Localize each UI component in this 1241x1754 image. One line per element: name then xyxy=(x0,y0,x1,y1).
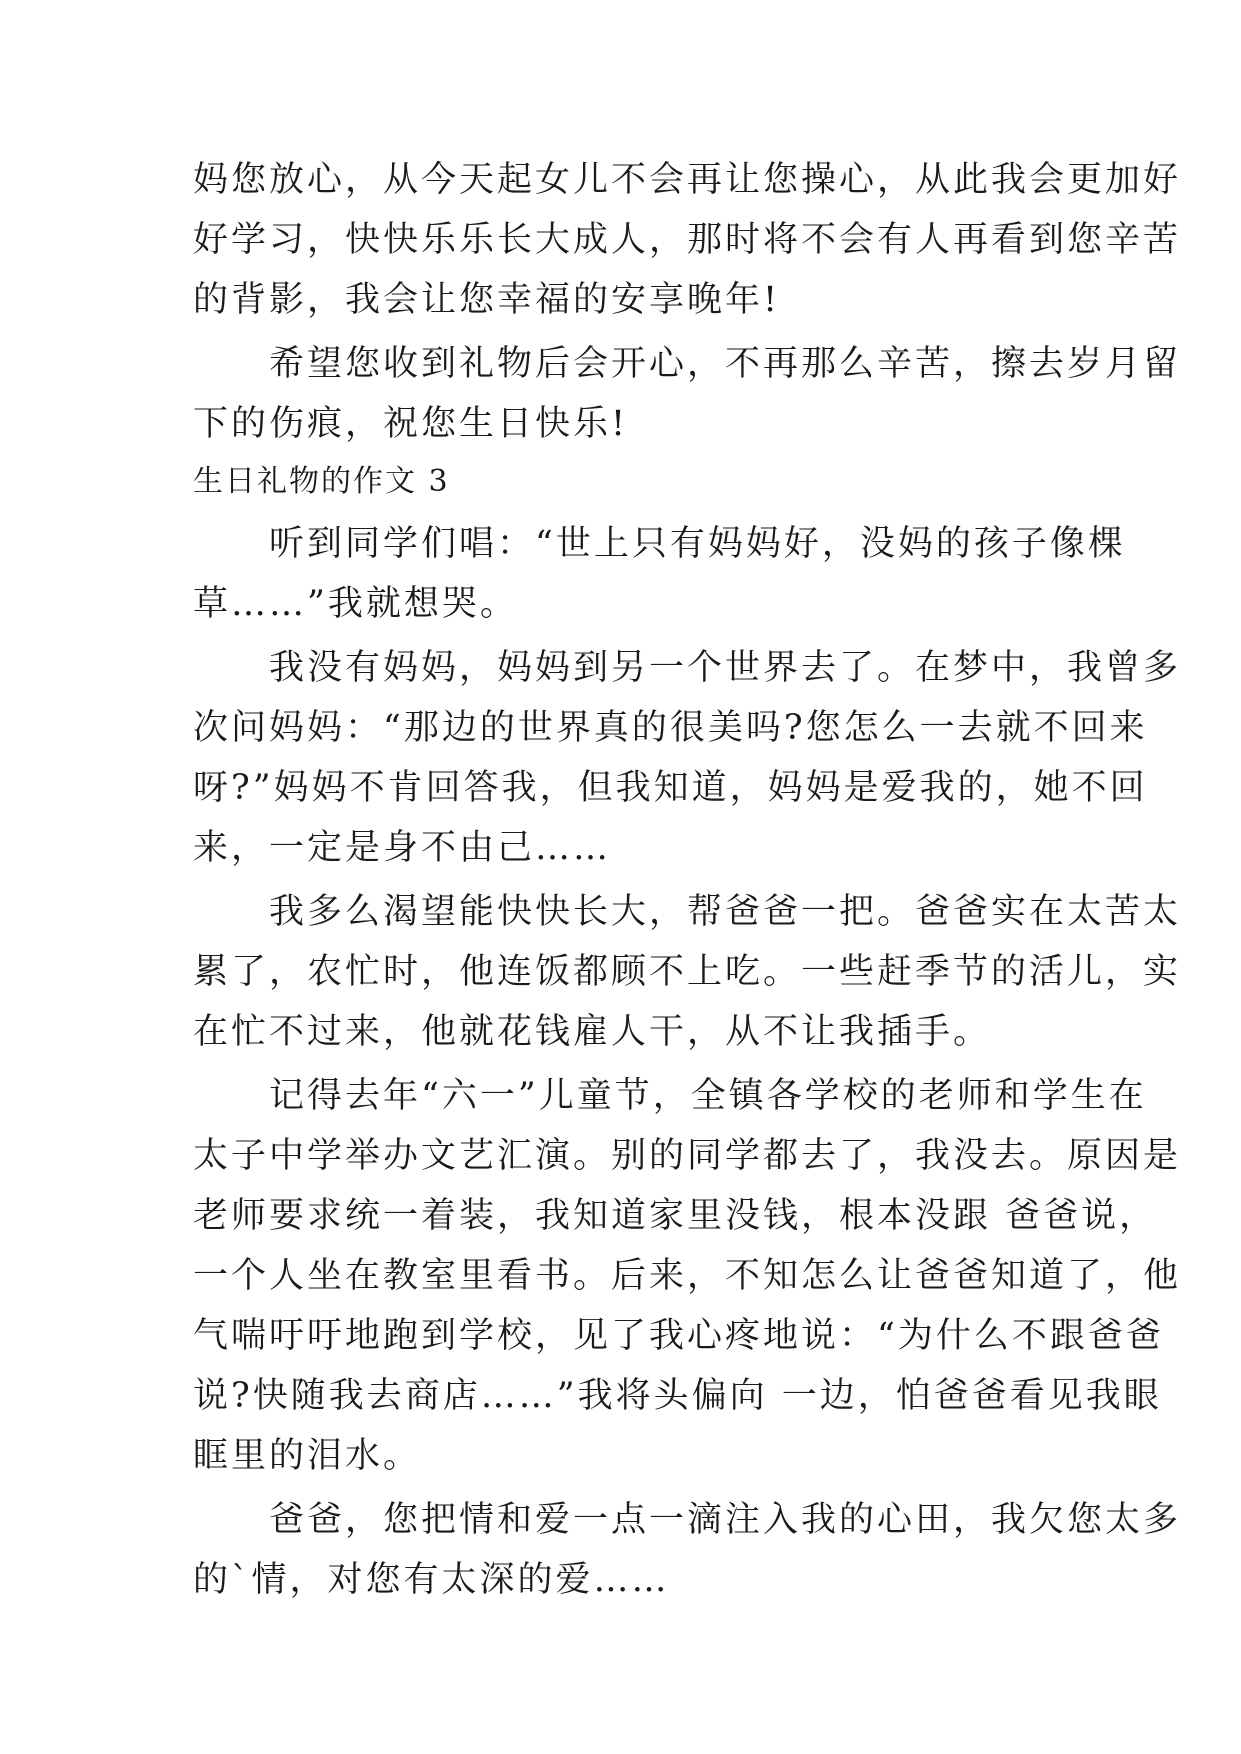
text-line: 的`情，对您有太深的爱…… xyxy=(193,1560,670,1600)
text-line: 希望您收到礼物后会开心，不再那么辛苦，擦去岁月留 xyxy=(193,344,1182,384)
text-line: 草……”我就想哭。 xyxy=(193,584,518,624)
text-line: 下的伤痕，祝您生日快乐! xyxy=(193,404,629,444)
text-line: 听到同学们唱：“世上只有妈妈好，没妈的孩子像棵 xyxy=(193,524,1126,564)
text-line: 的背影，我会让您幸福的安享晚年! xyxy=(193,280,781,320)
text-line: 太子中学举办文艺汇演。别的同学都去了，我没去。原因是 xyxy=(193,1136,1182,1176)
text-line: 在忙不过来，他就花钱雇人干，从不让我插手。 xyxy=(193,1012,992,1052)
text-line: 我多么渴望能快快长大，帮爸爸一把。爸爸实在太苦太 xyxy=(193,892,1182,932)
text-line: 记得去年“六一”儿童节，全镇各学校的老师和学生在 xyxy=(193,1076,1147,1116)
text-line: 呀?”妈妈不肯回答我，但我知道，妈妈是爱我的，她不回 xyxy=(193,768,1148,808)
text-line: 好学习，快快乐乐长大成人，那时将不会有人再看到您辛苦 xyxy=(193,220,1182,260)
text-line: 老师要求统一着装，我知道家里没钱，根本没跟 爸爸说， xyxy=(193,1196,1158,1236)
text-line: 妈您放心，从今天起女儿不会再让您操心，从此我会更加好 xyxy=(193,160,1182,200)
text-line: 爸爸，您把情和爱一点一滴注入我的心田，我欠您太多 xyxy=(193,1500,1182,1540)
text-line: 次问妈妈：“那边的世界真的很美吗?您怎么一去就不回来 xyxy=(193,708,1148,748)
text-line: 气喘吁吁地跑到学校，见了我心疼地说：“为什么不跟爸爸 xyxy=(193,1316,1164,1356)
text-line: 眶里的泪水。 xyxy=(193,1436,422,1476)
text-line: 一个人坐在教室里看书。后来，不知怎么让爸爸知道了，他 xyxy=(193,1256,1182,1296)
text-line: 说?快随我去商店……”我将头偏向 一边，怕爸爸看见我眼 xyxy=(193,1376,1162,1416)
text-line: 来，一定是身不由己…… xyxy=(193,828,612,868)
text-line: 我没有妈妈，妈妈到另一个世界去了。在梦中，我曾多 xyxy=(193,648,1182,688)
text-line: 累了，农忙时，他连饭都顾不上吃。一些赶季节的活儿，实 xyxy=(193,952,1182,992)
section-title: 生日礼物的作文 3 xyxy=(193,464,450,499)
document-page xyxy=(193,150,1182,1610)
